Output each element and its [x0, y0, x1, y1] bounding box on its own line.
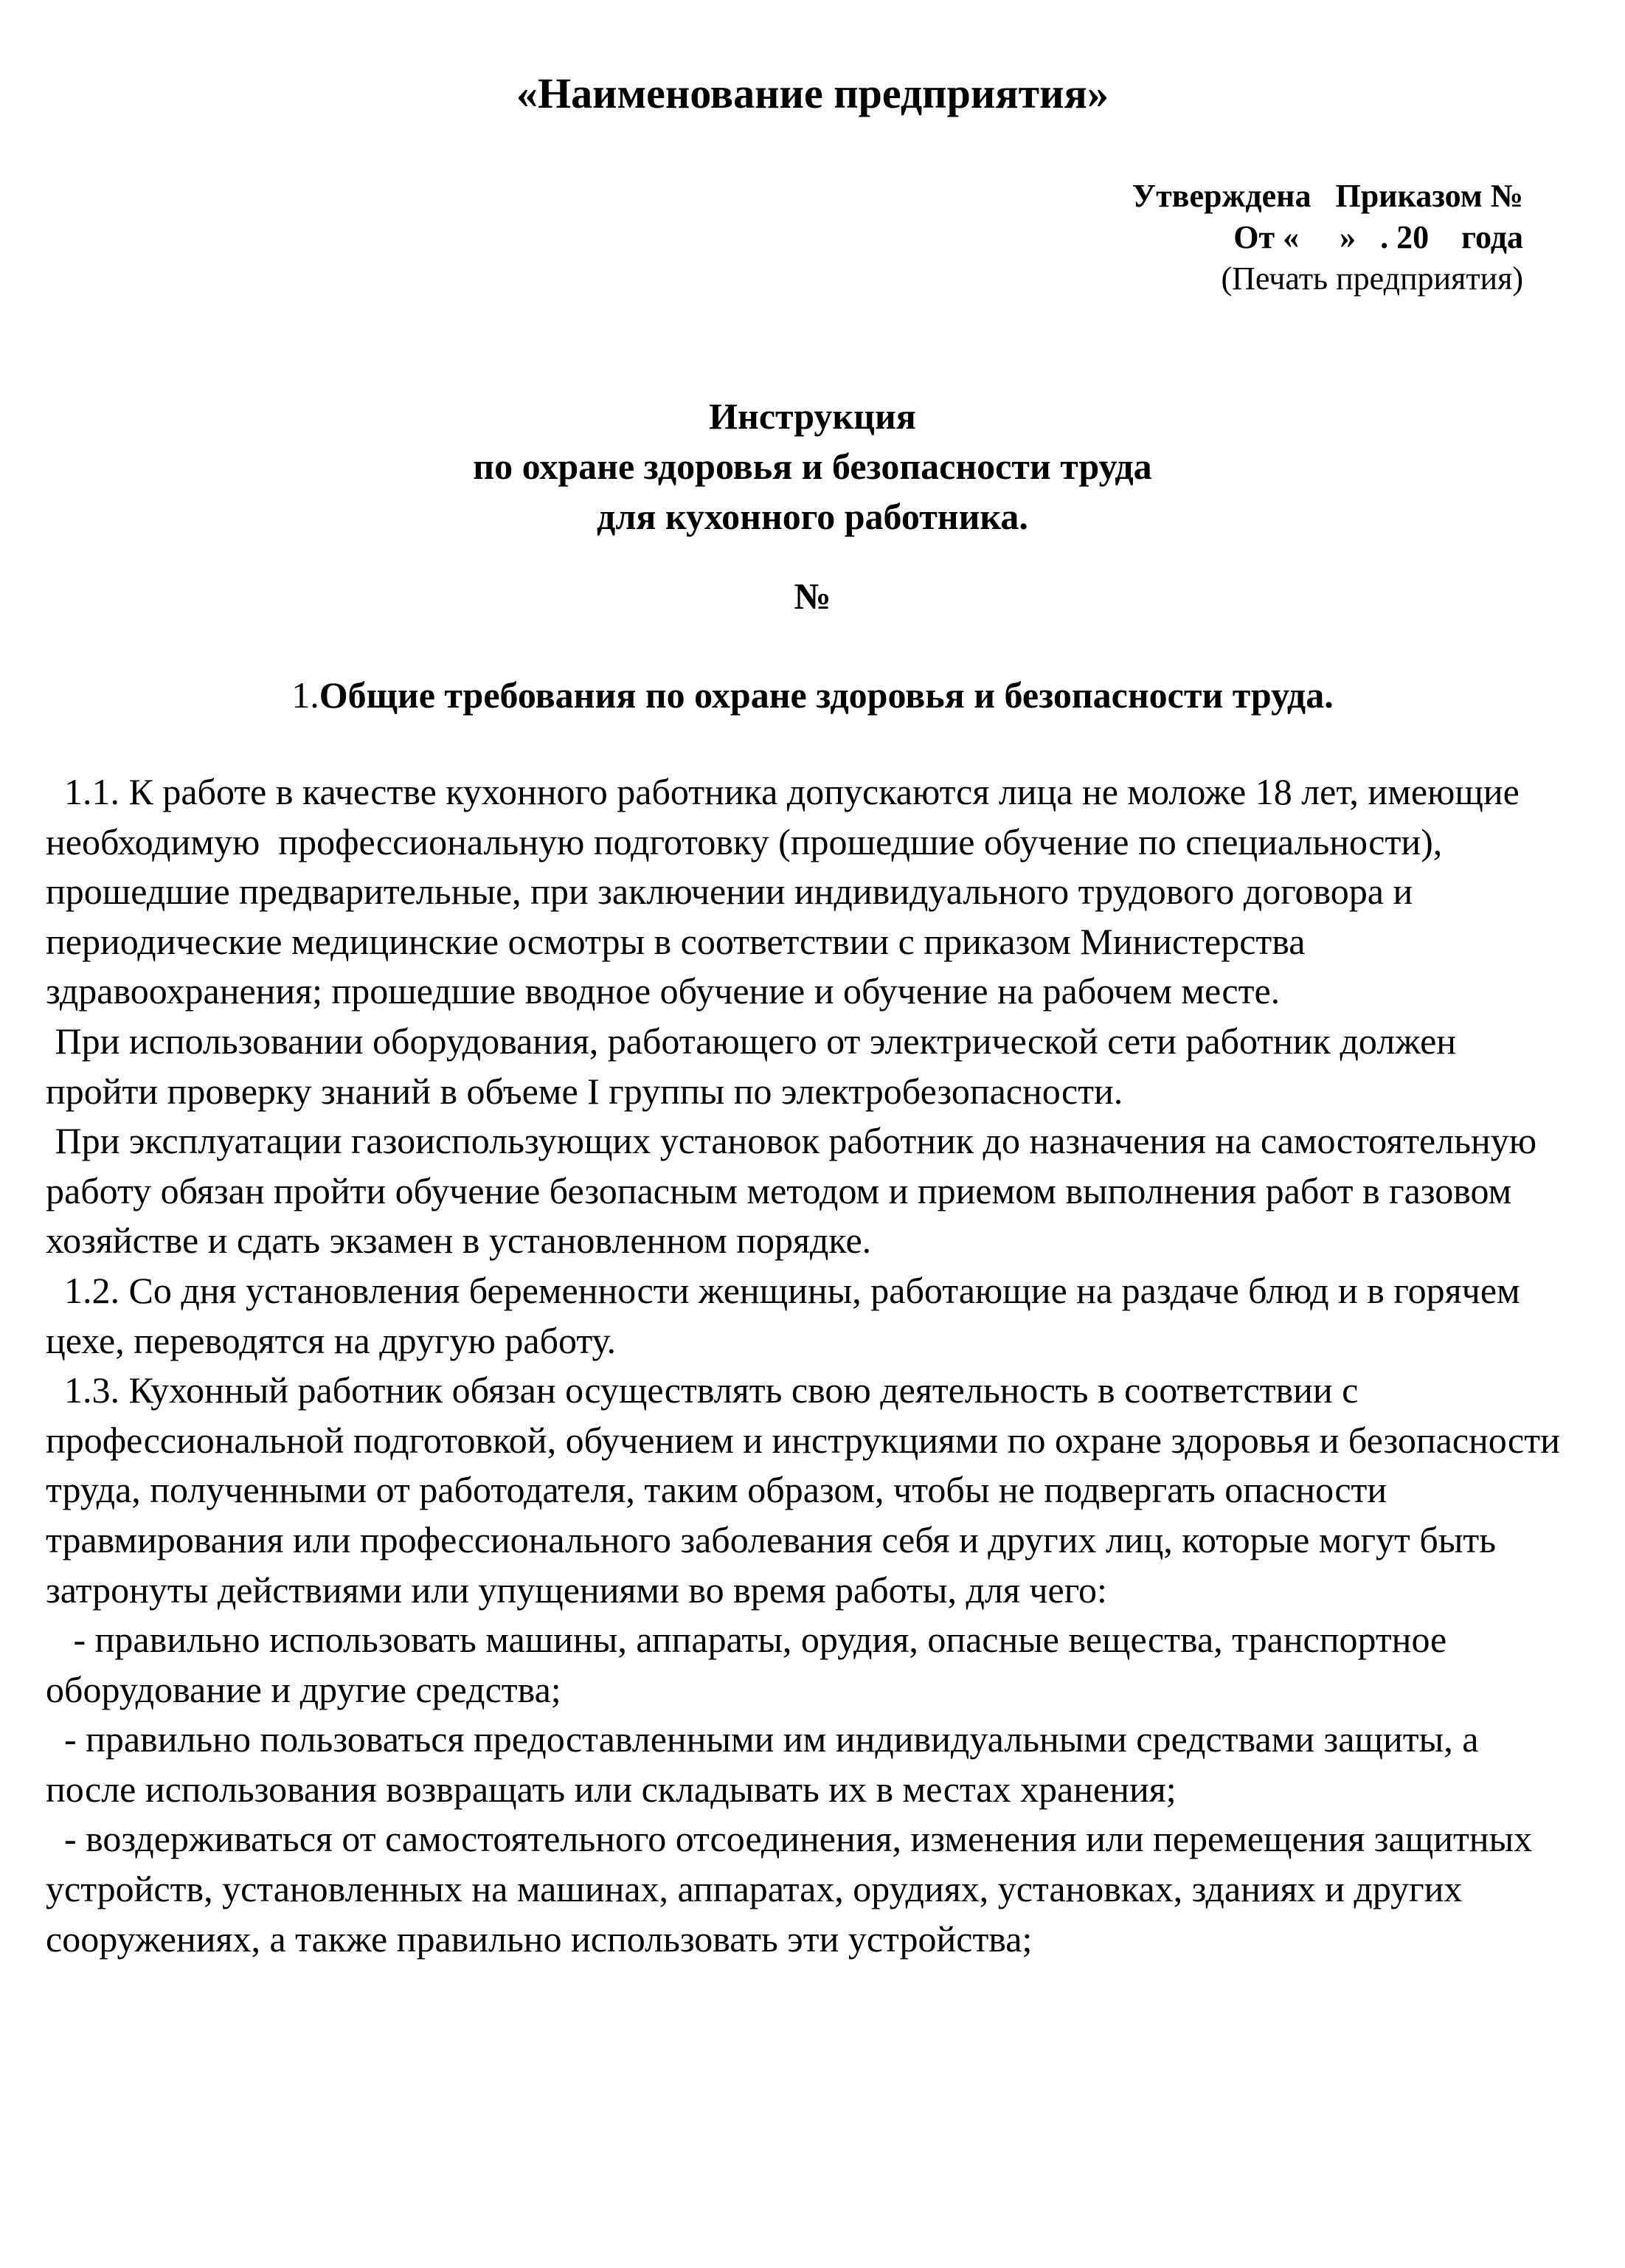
section-1-number: 1. — [291, 674, 319, 716]
section-1-body — [46, 767, 1570, 1964]
section-1-title: Общие требования по охране здоровья и безопасности труда. — [319, 674, 1334, 716]
list-item-protective-devices: - воздерживаться от самостоятельного отсоединения, изменения или перемещения защитных устройств, установленных на машинах, аппаратах, орудиях, установках, зданиях и других сооружениях, а также правильно использовать эти устройства; — [46, 1818, 1542, 1960]
approval-order-line: Утверждена Приказом № — [1132, 178, 1523, 214]
approval-stamp-block — [1132, 176, 1523, 300]
document-subtitle-line1: по охране здоровья и безопасности труда — [473, 446, 1152, 487]
document-title-block — [0, 391, 1625, 621]
approval-seal-line: (Печать предприятия) — [1221, 260, 1523, 297]
organization-name: «Наименование предприятия» — [516, 69, 1109, 117]
paragraph-1-2: 1.2. Со дня установления беременности женщины, работающие на раздаче блюд и в горячем цехе, переводятся на другую работу. — [46, 1269, 1530, 1361]
document-subtitle-line2: для кухонного работника. — [597, 496, 1028, 537]
document-number: № — [794, 575, 831, 617]
list-item-protective-equipment: - правильно пользоваться предоставленными им индивидуальными средствами защиты, а после использования возвращать или складывать их в местах хранения; — [46, 1718, 1488, 1810]
approval-date-line: От « » . 20 года — [1233, 219, 1523, 255]
list-item-machines: - правильно использовать машины, аппараты, орудия, опасные вещества, транспортное оборудование и другие средства; — [46, 1619, 1456, 1710]
paragraph-1-3: 1.3. Кухонный работник обязан осуществлять свою деятельность в соответствии с профессиональной подготовкой, обучением и инструкциями по охране здоровья и безопасности труда, полученными от работодателя, таким образом, чтобы не подвергать опасности травмирования или профессионального заболевания себя и других лиц, которые могут быть затронуты действиями или упущениями во время работы, для чего: — [46, 1369, 1570, 1611]
paragraph-1-1: 1.1. К работе в качестве кухонного работника допускаются лица не моложе 18 лет, имеющие необходимую профессиональную подготовку (прошедшие обучение по специальности), прошедшие предварительные, при заключении индивидуального трудового договора и периодические медицинские осмотры в соответствии с приказом Министерства здравоохранения; прошедшие вводное обучение и обучение на рабочем месте. — [46, 771, 1529, 1012]
document-title: Инструкция — [709, 395, 916, 437]
section-1-heading — [0, 671, 1625, 719]
paragraph-gas: При эксплуатации газоиспользующих установок работник до назначения на самостоятельную работу обязан пройти обучение безопасным методом и приемом выполнения работ в газовом хозяйстве и сдать экзамен в установленном порядке. — [46, 1120, 1546, 1262]
paragraph-electrical: При использовании оборудования, работающего от электрической сети работник должен пройти проверку знаний в объеме I группы по электробезопасности. — [46, 1020, 1466, 1112]
